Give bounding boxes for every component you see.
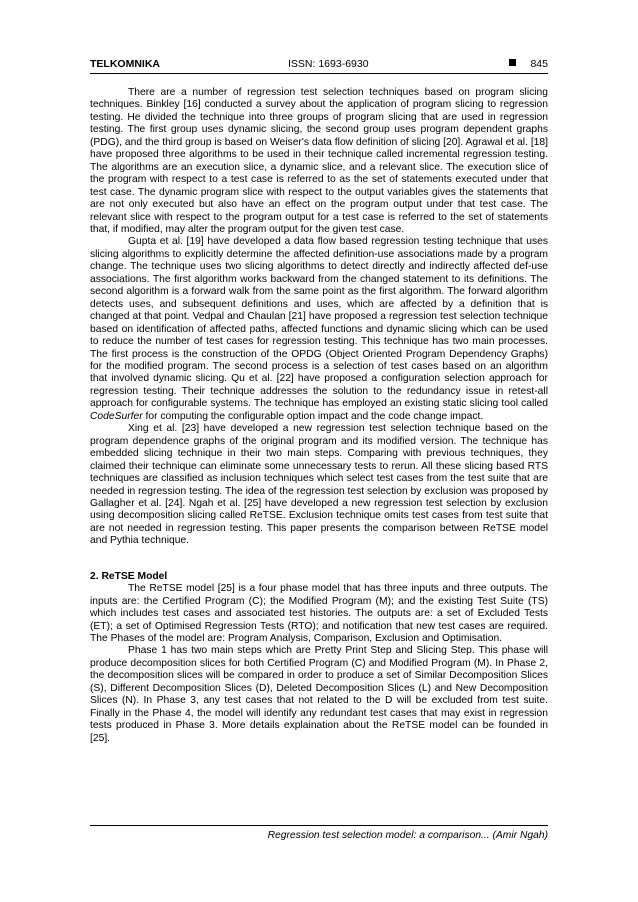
article-body: [90, 87, 548, 745]
paragraph-text: for computing the configurable option impact and the code change impact.: [145, 410, 484, 422]
section-spacer: [90, 548, 548, 571]
running-footer: Regression test selection model: a comparison... (Amir Ngah): [267, 830, 548, 841]
section-heading: 2. ReTSE Model: [90, 570, 168, 582]
paragraph: Phase 1 has two main steps which are Pretty Print Step and Slicing Step. This phase will produce decomposition slices for both Certified Program (C) and Modified Program (M). In Phase 2, the decomposition slices will be compared in order to produce a set of Similar Decomposition Slices (S), Different Decomposition Slices (D), Deleted Decomposition Slices (L) and New Decomposition Slices (N). In Phase 3, any test cases that not related to the D will be excluded from test suite. Finally in the Phase 4, the model will identify any redundant test cases that may exist in regression tests produced in Phase 3. More details explaination about the ReTSE model can be founded in [25].: [90, 645, 548, 744]
header-rule: [90, 73, 548, 74]
page-number-group: [509, 58, 548, 70]
paragraph: [90, 236, 548, 423]
page-header: [90, 58, 548, 74]
paragraph: Xing et al. [23] have developed a new regression test selection technique based on the program dependence graphs of the original program and its modified version. The technique has embedded slicing technique in their two main steps. Comparing with previous techniques, they claimed their technique can eliminate some unnecessary tests to rerun. All these slicing based RTS techniques are classified as inclusion techniques which select test cases from the test suite that are needed in regression testing. The idea of the regression test selection by exclusion was proposed by Gallagher et al. [24]. Ngah et al. [25] have developed a new regression test selection by exclusion using decomposition slicing called ReTSE. Exclusion technique omits test cases from test suite that are not needed in regression testing. This paper presents the comparison between ReTSE model and Pythia technique.: [90, 423, 548, 547]
page-number: 845: [530, 58, 548, 70]
tool-name-italic: CodeSurfer: [90, 410, 143, 422]
paragraph-text: Gupta et al. [19] have developed a data flow based regression testing technique that uses slicing algorithms to explicitly determine the affected definition-use associations made by a program change. The technique uses two slicing algorithms to detect directly and indirectly affected def-use associations. The first algorithm works backward from the changed statement to its definitions. The second algorithm is a forward walk from the same point as the first algorithm. The forward algorithm detects uses, and subsequent definitions and uses, which are affected by a definition that is changed at that point. Vedpal and Chaulan [21] have proposed a regression test selection technique based on identification of affected paths, affected functions and dynamic slicing which can be used to reduce the number of test cases for regression testing. This technique has two main processes. The first process is the construction of the OPDG (Object Oriented Program Dependency Graphs) for the modified program. The second process is a selection of test cases based on an algorithm that involved dynamic slicing. Qu et al. [22] have proposed a configuration selection approach for regression testing. Their technique addresses the solution to the redundancy issue in retest-all approach for configurable systems. The technique has employed an existing static slicing tool called: [90, 236, 548, 410]
journal-name: TELKOMNIKA: [90, 58, 160, 70]
issn: ISSN: 1693-6930: [288, 58, 369, 70]
paragraph: The ReTSE model [25] is a four phase model that has three inputs and three outputs. The inputs are: the Certified Program (C); the Modified Program (M); and the existing Test Suite (TS) which includes test cases and associated test histories. The outputs are: a set of Excluded Tests (ET); a set of Optimised Regression Tests (RTO); and notification that new test cases are required. The Phases of the model are: Program Analysis, Comparison, Exclusion and Optimisation.: [90, 583, 548, 645]
footer-rule: [90, 825, 548, 826]
black-square-icon: [509, 59, 516, 66]
paragraph: There are a number of regression test selection techniques based on program slicing techniques. Binkley [16] conducted a survey about the application of program slicing to regression testing. He divided the technique into three groups of program slicing that are used in regression testing. The first group uses dynamic slicing, the second group uses program dependent graphs (PDG), and the third group is based on Weiser's data flow definition of slicing [20]. Agrawal et al. [18] have proposed three algorithms to be used in their technique called incremental regression testing. The algorithms are an execution slice, a dynamic slice, and a relevant slice. The execution slice of the program with respect to a test case is referred to as the set of statements executed under that test case. The dynamic program slice with respect to the output variables gives the statements that are not only executed but also have an effect on the program output under that test case. The relevant slice with respect to the program output for a test case is referred to the set of statements that, if modified, may alter the program output for the given test case.: [90, 87, 548, 235]
